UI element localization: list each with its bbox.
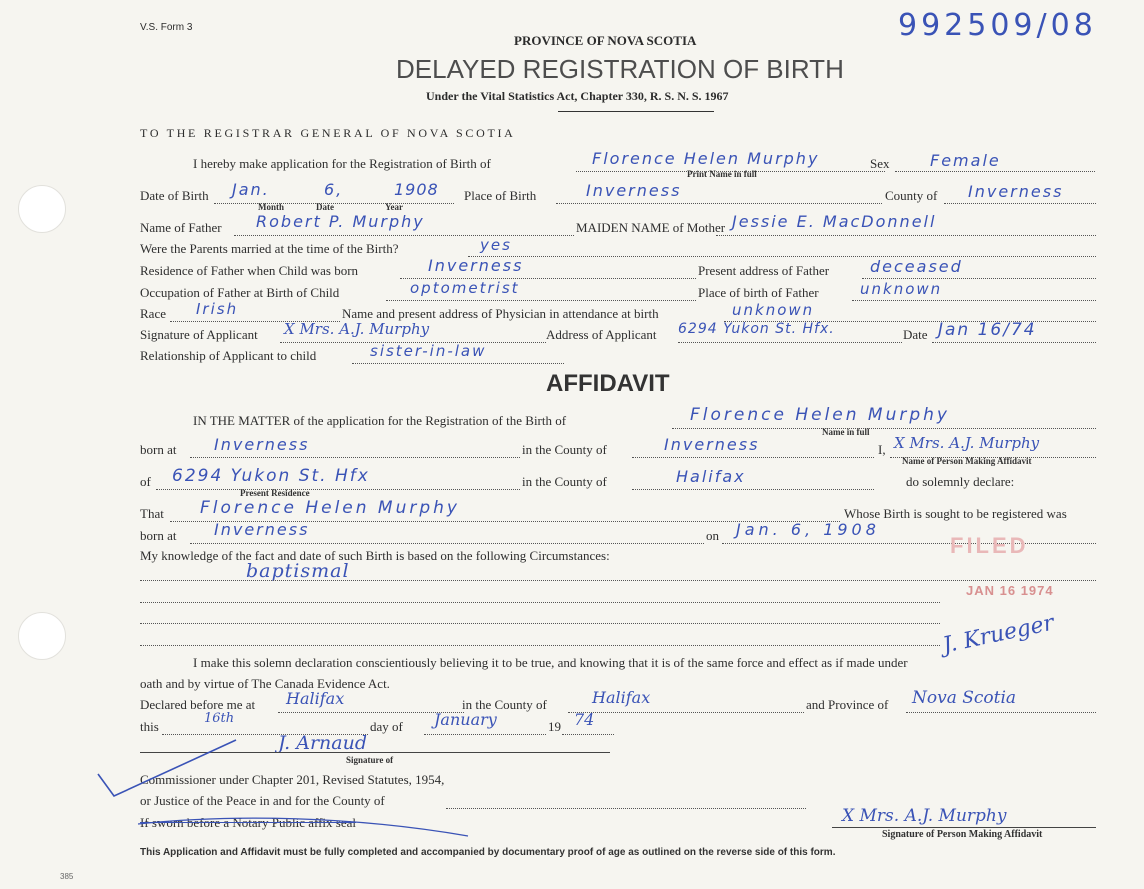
married-label: Were the Parents married at the time of the Birth? xyxy=(140,241,399,256)
aff-name-line xyxy=(672,428,1096,429)
addr-app-value: 6294 Yukon St. Hfx. xyxy=(678,321,835,337)
applicant-child-name: Florence Helen Murphy xyxy=(592,149,820,168)
birthplace-father-label: Place of birth of Father xyxy=(698,285,819,300)
justice-line: or Justice of the Peace in and for the County of xyxy=(140,793,385,808)
mother-line xyxy=(716,235,1096,236)
dob-year: 1908 xyxy=(394,180,439,199)
commissioner-signature: J. Arnaud xyxy=(278,732,367,754)
file-number: 992509/08 xyxy=(898,8,1097,43)
sex-label: Sex xyxy=(870,156,890,171)
punch-hole-top xyxy=(18,185,66,233)
justice-dots xyxy=(446,808,806,809)
footer-code: 385 xyxy=(60,872,74,881)
province-value: Nova Scotia xyxy=(912,688,1017,708)
province-line xyxy=(906,712,1096,713)
relationship-line xyxy=(352,363,564,364)
county-value: Inverness xyxy=(968,182,1064,201)
father-line xyxy=(234,235,574,236)
year-caption: Year xyxy=(385,202,403,212)
registrar-signature: J. Krueger xyxy=(940,610,1057,659)
declarant-caption: Name of Person Making Affidavit xyxy=(902,456,1032,466)
father-name: Robert P. Murphy xyxy=(256,212,425,231)
physician-label: Name and present address of Physician in attendance at birth xyxy=(342,306,659,321)
date-label: Date xyxy=(903,327,928,342)
aff-county2-value: Halifax xyxy=(676,467,746,486)
county-label: County of xyxy=(885,188,938,203)
county3-label: in the County of xyxy=(462,697,547,712)
check-mark-icon xyxy=(92,732,242,802)
place-value: Inverness xyxy=(586,181,682,200)
residence-caption: Present Residence xyxy=(240,488,310,498)
declare-label: do solemnly declare: xyxy=(906,474,1015,489)
on-line xyxy=(722,543,1096,544)
born-at2-value: Inverness xyxy=(214,520,310,539)
month-caption: Month xyxy=(258,202,285,212)
province-label: and Province of xyxy=(806,697,889,712)
birthplace-father-line xyxy=(852,300,1096,301)
matter-label: IN THE MATTER of the application for the Registration of the Birth of xyxy=(193,413,567,428)
province-heading: PROVINCE OF NOVA SCOTIA xyxy=(514,33,697,48)
that-name: Florence Helen Murphy xyxy=(200,498,460,518)
addressee: TO THE REGISTRAR GENERAL OF NOVA SCOTIA xyxy=(140,126,516,140)
date-caption: Date xyxy=(316,202,334,212)
declarant-signature: X Mrs. A.J. Murphy xyxy=(842,806,1007,826)
intro-label: I hereby make application for the Registration of Birth of xyxy=(193,156,491,171)
month-line xyxy=(424,734,546,735)
form-number: V.S. Form 3 xyxy=(140,22,193,33)
strike-swoosh xyxy=(132,806,472,846)
father-label: Name of Father xyxy=(140,220,222,235)
year-prefix: 19 xyxy=(548,719,561,734)
circ-line-3 xyxy=(140,623,940,624)
aff-county2-line xyxy=(632,489,874,490)
relationship-label: Relationship of Applicant to child xyxy=(140,348,317,363)
footer-note: This Application and Affidavit must be fully completed and accompanied by documentary proof of age as outlined on the reverse side of this form. xyxy=(140,847,836,858)
addr-app-label: Address of Applicant xyxy=(546,327,657,342)
solemn-line-2: oath and by virtue of The Canada Evidence Act. xyxy=(140,676,390,691)
present-addr-value: deceased xyxy=(870,257,963,276)
dob-date: 6, xyxy=(324,180,344,199)
occupation-label: Occupation of Father at Birth of Child xyxy=(140,285,340,300)
aff-county-value: Inverness xyxy=(664,435,760,454)
declared-at-value: Halifax xyxy=(286,689,345,708)
this-label: this xyxy=(140,719,159,734)
declarant-sig-caption: Signature of Person Making Affidavit xyxy=(882,829,1043,840)
aff-name-caption: Name in full xyxy=(822,427,870,437)
filed-stamp: FILED xyxy=(950,533,1029,558)
notary-line: If sworn before a Notary Public affix seal xyxy=(140,815,356,830)
page-title: DELAYED REGISTRATION OF BIRTH xyxy=(396,54,844,84)
res-father-value: Inverness xyxy=(428,256,524,275)
day-of-label: day of xyxy=(370,719,403,734)
dob-line xyxy=(214,203,454,204)
race-value: Irish xyxy=(196,300,239,318)
filed-stamp-date: JAN 16 1974 xyxy=(966,583,1054,598)
signature-of-caption: Signature of xyxy=(346,755,394,765)
county3-line xyxy=(568,712,804,713)
day-value: 16th xyxy=(204,711,235,726)
sex-value: Female xyxy=(930,151,1001,170)
birthplace-father-value: unknown xyxy=(860,280,943,298)
mother-name: Jessie E. MacDonnell xyxy=(732,212,937,231)
born-at-value: Inverness xyxy=(214,435,310,454)
affidavit-heading: AFFIDAVIT xyxy=(546,370,670,397)
i-label: I, xyxy=(878,442,886,457)
dob-month: Jan. xyxy=(232,180,270,199)
on-date: Jan. 6, 1908 xyxy=(736,520,880,539)
circ-line-2 xyxy=(140,602,940,603)
aff-child-name: Florence Helen Murphy xyxy=(690,405,950,425)
of-label: of xyxy=(140,474,151,489)
relationship-value: sister-in-law xyxy=(370,342,487,360)
print-name-caption: Print Name in full xyxy=(687,169,757,179)
race-label: Race xyxy=(140,306,166,321)
sought-label: Whose Birth is sought to be registered was xyxy=(844,506,1067,521)
circ-line-1 xyxy=(140,580,1096,581)
res-father-label: Residence of Father when Child was born xyxy=(140,263,359,278)
circ-line-4 xyxy=(140,645,940,646)
on-label: on xyxy=(706,528,719,543)
declarant-sig-rule xyxy=(832,827,1096,828)
mother-label: MAIDEN NAME of Mother xyxy=(576,220,726,235)
date-line xyxy=(932,342,1096,343)
county-line xyxy=(944,203,1096,204)
present-addr-line xyxy=(862,278,1096,279)
aff-county2-label: in the County of xyxy=(522,474,607,489)
physician-value: unknown xyxy=(732,301,815,319)
commissioner-line: Commissioner under Chapter 201, Revised Statutes, 1954, xyxy=(140,772,445,787)
dob-label: Date of Birth xyxy=(140,188,209,203)
occupation-value: optometrist xyxy=(410,279,520,297)
circumstance-value: baptismal xyxy=(246,560,350,582)
applicant-signature: X Mrs. A.J. Murphy xyxy=(284,320,430,338)
date-value: Jan 16/74 xyxy=(938,320,1037,340)
married-line xyxy=(468,256,1096,257)
place-label: Place of Birth xyxy=(464,188,537,203)
present-addr-label: Present address of Father xyxy=(698,263,830,278)
sex-line xyxy=(895,171,1095,172)
title-rule xyxy=(558,111,714,112)
married-value: yes xyxy=(480,236,512,254)
born-at-label: born at xyxy=(140,442,177,457)
sig-label: Signature of Applicant xyxy=(140,327,258,342)
solemn-line-1: I make this solemn declaration conscientiously believing it to be true, and knowing that it is of the same force and effect as if made under xyxy=(193,655,908,670)
aff-county-label: in the County of xyxy=(522,442,607,457)
residence-line xyxy=(156,489,520,490)
born-at2-label: born at xyxy=(140,528,177,543)
addr-app-line xyxy=(678,342,902,343)
born-at2-line xyxy=(190,543,704,544)
declarant-name: X Mrs. A.J. Murphy xyxy=(894,434,1040,452)
punch-hole-bottom xyxy=(18,612,66,660)
knowledge-label: My knowledge of the fact and date of such Birth is based on the following Circumstances: xyxy=(140,548,610,563)
county3-value: Halifax xyxy=(592,688,651,707)
year-value: 74 xyxy=(574,710,595,729)
that-label: That xyxy=(140,506,164,521)
aff-county-line xyxy=(632,457,874,458)
place-line xyxy=(556,203,882,204)
declared-label: Declared before me at xyxy=(140,697,256,712)
page-subtitle: Under the Vital Statistics Act, Chapter 330, R. S. N. S. 1967 xyxy=(426,89,729,103)
occupation-line xyxy=(386,300,696,301)
year-line xyxy=(562,734,614,735)
month-value: January xyxy=(434,710,497,729)
residence-value: 6294 Yukon St. Hfx xyxy=(172,466,370,486)
born-at-line xyxy=(190,457,520,458)
